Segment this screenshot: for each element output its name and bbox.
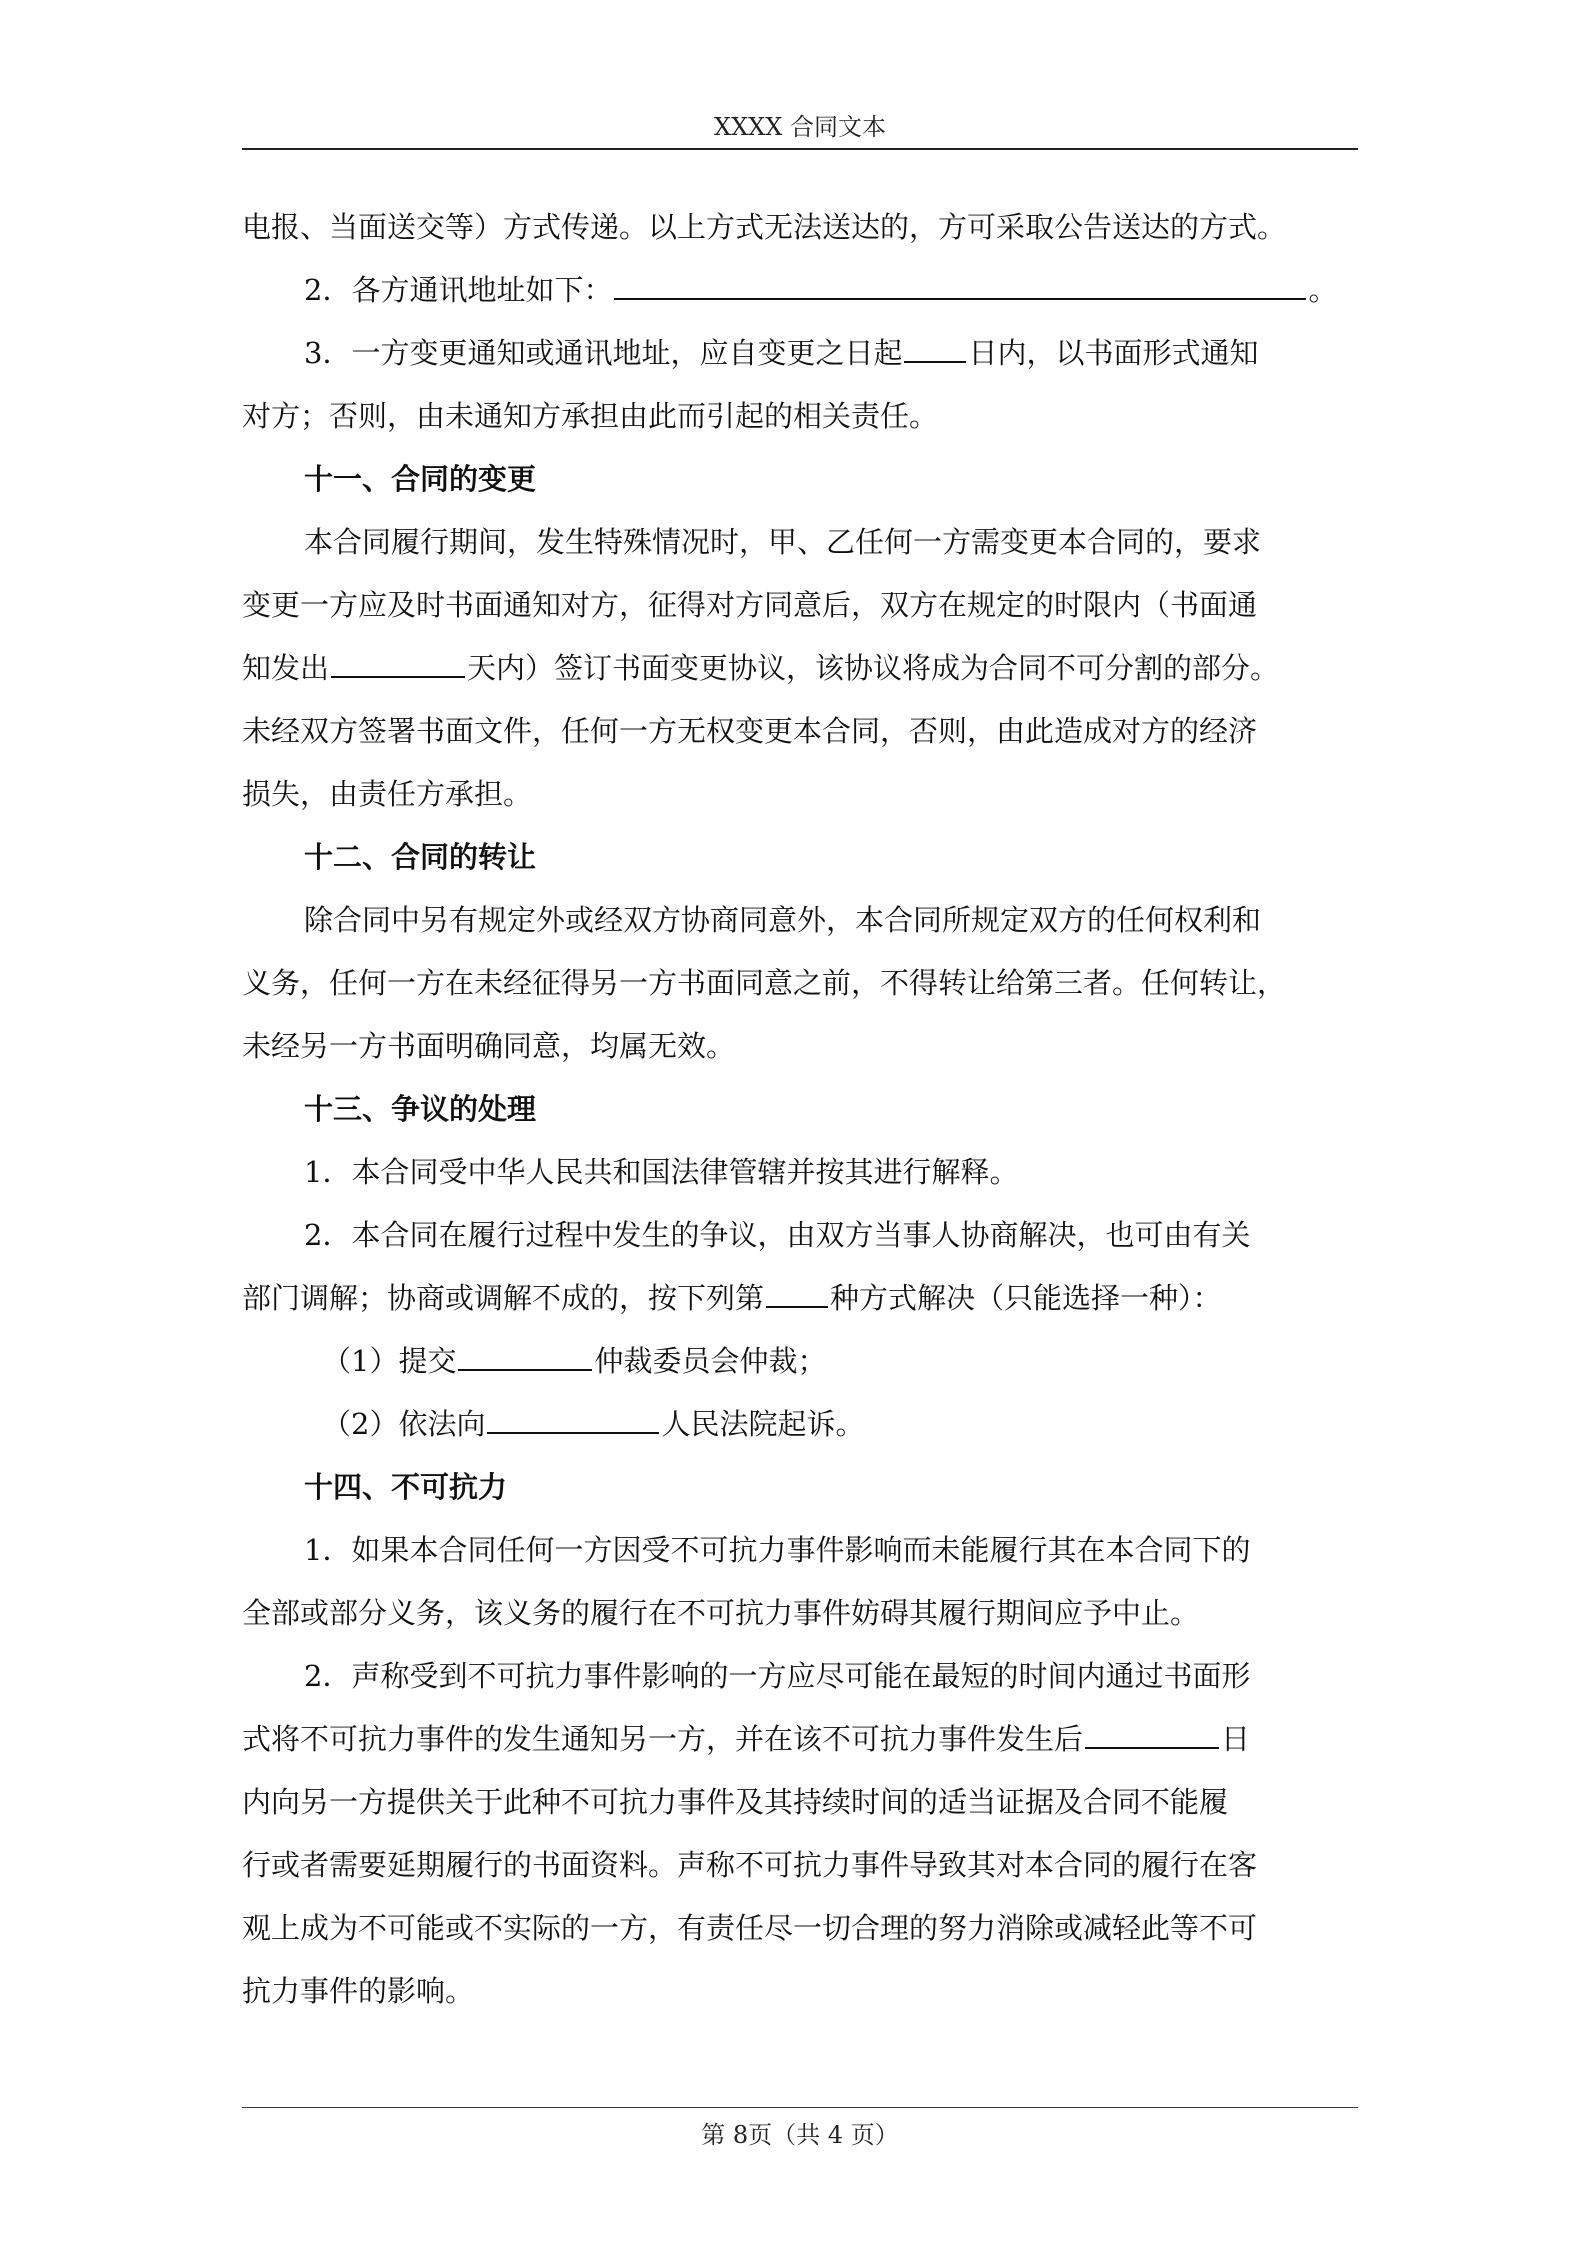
- paragraph-line: 行或者需要延期履行的书面资料。声称不可抗力事件导致其对本合同的履行在客: [242, 1848, 1258, 1882]
- change-days-blank: [331, 646, 465, 678]
- paragraph-line: 2．声称受到不可抗力事件影响的一方应尽可能在最短的时间内通过书面形: [304, 1659, 1251, 1693]
- paragraph-line: 变更一方应及时书面通知对方，征得对方同意后，双方在规定的时限内（书面通: [242, 588, 1258, 622]
- court-option: [242, 1393, 1358, 1456]
- change-text-a: 知发出: [242, 651, 330, 685]
- section-heading-14: 十四、不可抗力: [304, 1470, 508, 1504]
- court-blank: [487, 1402, 659, 1434]
- method-text-a: 部门调解；协商或调解不成的，按下列第: [242, 1281, 765, 1315]
- header-rule: [242, 148, 1358, 150]
- change-days-line: [242, 637, 1358, 700]
- section-heading-11: 十一、合同的变更: [304, 462, 537, 496]
- paragraph-line: 全部或部分义务，该义务的履行在不可抗力事件妨碍其履行期间应予中止。: [242, 1596, 1200, 1630]
- section-heading-12: 十二、合同的转让: [304, 840, 537, 874]
- court-text-a: （2）依法向: [322, 1407, 486, 1441]
- method-text-b: 种方式解决（只能选择一种）：: [830, 1281, 1222, 1315]
- footer-rule: [242, 2107, 1358, 2108]
- paragraph-line: 观上成为不可能或不实际的一方，有责任尽一切合理的努力消除或减轻此等不可: [242, 1911, 1258, 1945]
- paragraph-line: 2．本合同在履行过程中发生的争议，由双方当事人协商解决，也可由有关: [304, 1218, 1251, 1252]
- notice-days-blank: [904, 331, 966, 363]
- page-footer: 第 8页（共 4 页）: [701, 2121, 899, 2149]
- force-majeure-days-line: [242, 1708, 1358, 1771]
- force-days-blank: [1085, 1717, 1219, 1749]
- address-line: [242, 259, 1358, 322]
- section-heading-13: 十三、争议的处理: [304, 1092, 537, 1126]
- address-label: 2．各方通讯地址如下：: [304, 273, 613, 307]
- paragraph-line: 抗力事件的影响。: [242, 1974, 475, 2008]
- paragraph-line: 除合同中另有规定外或经双方协商同意外，本合同所规定双方的任何权利和: [304, 903, 1262, 937]
- change-text-b: 天内）签订书面变更协议，该协议将成为合同不可分割的部分。: [467, 651, 1280, 685]
- address-blank: [614, 268, 1306, 300]
- address-end: 。: [1308, 273, 1338, 307]
- paragraph-line: 1．本合同受中华人民共和国法律管辖并按其进行解释。: [304, 1155, 1019, 1189]
- paragraph-line: 未经双方签署书面文件，任何一方无权变更本合同，否则，由此造成对方的经济: [242, 714, 1258, 748]
- paragraph-line: 对方；否则，由未通知方承担由此而引起的相关责任。: [242, 399, 939, 433]
- paragraph-line: 损失，由责任方承担。: [242, 777, 533, 811]
- court-text-b: 人民法院起诉。: [661, 1407, 865, 1441]
- paragraph-line: 1．如果本合同任何一方因受不可抗力事件影响而未能履行其在本合同下的: [304, 1533, 1251, 1567]
- paragraph-line: 义务，任何一方在未经征得另一方书面同意之前，不得转让给第三者。任何转让，: [242, 966, 1287, 1000]
- paragraph-line: 电报、当面送交等）方式传递。以上方式无法送达的，方可采取公告送达的方式。: [242, 210, 1287, 244]
- method-number-blank: [766, 1276, 828, 1308]
- paragraph-line: 内向另一方提供关于此种不可抗力事件及其持续时间的适当证据及合同不能履: [242, 1785, 1229, 1819]
- arbitration-text-a: （1）提交: [322, 1344, 457, 1378]
- method-choice-line: [242, 1267, 1358, 1330]
- arbitration-text-b: 仲裁委员会仲裁；: [594, 1344, 827, 1378]
- notice-text-a: 3．一方变更通知或通讯地址，应自变更之日起: [304, 336, 903, 370]
- paragraph-line: 本合同履行期间，发生特殊情况时，甲、乙任何一方需变更本合同的，要求: [304, 525, 1262, 559]
- notice-days-line: [242, 322, 1358, 385]
- notice-text-b: 日内，以书面形式通知: [968, 336, 1259, 370]
- force-text-a: 式将不可抗力事件的发生通知另一方，并在该不可抗力事件发生后: [242, 1722, 1084, 1756]
- paragraph-line: 未经另一方书面明确同意，均属无效。: [242, 1029, 736, 1063]
- arbitration-option: [242, 1330, 1358, 1393]
- arbitration-blank: [458, 1339, 592, 1371]
- force-text-b: 日: [1221, 1722, 1251, 1756]
- page-header: XXXX 合同文本: [714, 113, 886, 141]
- document-body: [242, 196, 1358, 2023]
